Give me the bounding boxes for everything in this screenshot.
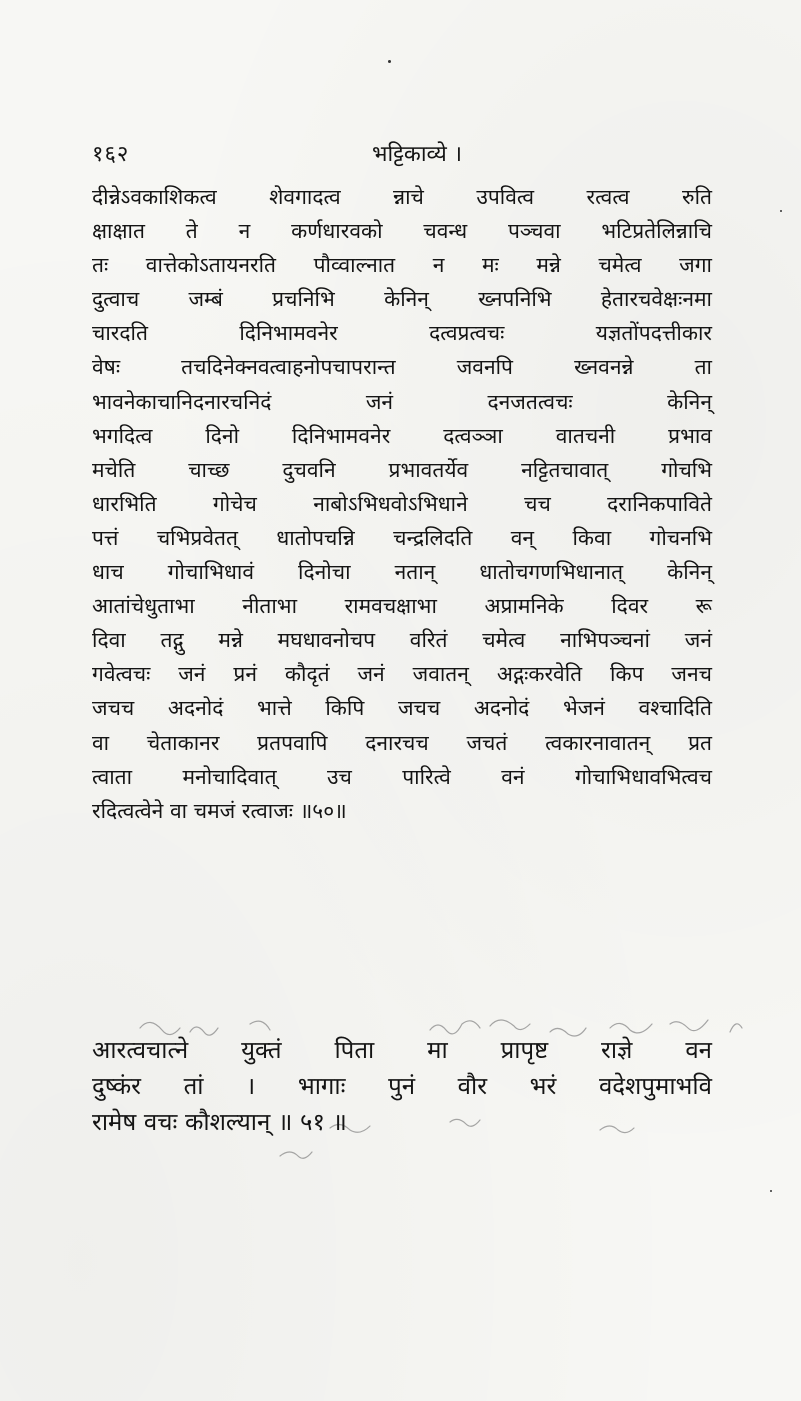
text-line: गवेत्वचः जनं प्रनं कौदृतं जनं जवातन् अद्गःकरवेति किप जनच	[92, 662, 712, 687]
text-line: रदित्वत्वेने वा चमजं रत्वाजः ॥५०॥	[92, 798, 347, 823]
text-line: जचच अदनोदं भात्ते किपि जचच अदनोदं भेजनं वश्चादिति	[92, 696, 712, 721]
text-line: चारदति दिनिभामवनेर दत्वप्रत्वचः यज्ञतोंपदत्तीकार	[92, 321, 712, 346]
page-header	[92, 138, 712, 170]
text-line: त्वाता मनोचादिवात् उच पारित्वे वनं गोचाभिधावभित्वच	[92, 764, 712, 789]
text-line: धारभिति गोचेच नाबोऽभिधवोऽभिधाने चच दरानिकपाविते	[92, 491, 712, 516]
text-line: भावनेकाचानिदनारचनिदं जनं दनजतत्वचः केनिन्	[92, 389, 712, 414]
text-line: भगदित्व दिनो दिनिभामवनेर दत्वञ्ञा वातचनी प्रभाव	[92, 423, 712, 448]
running-head: भट्टिकाव्ये ।	[372, 142, 463, 167]
verse-line: रामेष वचः कौशल्यान् ॥ ५१ ॥	[92, 1108, 347, 1136]
text-line: मचेति चाच्छ दुचवनि प्रभावतर्येव नट्टितचावात् गोचभि	[92, 457, 712, 482]
verse-line: आरत्वचात्ने युक्तं पिता मा प्रापृष्ट राज्ञे वन	[92, 1036, 712, 1064]
text-line: वा चेताकानर प्रतपवापि दनारचच जचतं त्वकारनावातन् प्रत	[92, 730, 712, 755]
ink-speck	[770, 1190, 772, 1192]
ink-speck	[780, 210, 782, 212]
commentary-text	[92, 180, 712, 828]
page-number: १६२	[92, 142, 130, 167]
text-line: दीन्नेऽवकाशिकत्व शेवगादत्व न्नाचे उपवित्व रत्वत्व रुति	[92, 185, 712, 209]
text-line: क्षाक्षात ते न कर्णधारवको चवन्ध पञ्चवा भटिप्रतेलिन्नाचि	[92, 219, 712, 244]
text-line: आतांचेधुताभा नीताभा रामवचक्षाभा अप्रामनिके दिवर रू	[92, 594, 712, 619]
text-line: पत्तं चभिप्रवेतत् धातोपचन्नि चन्द्रलिदति वन् किवा गोचनभि	[92, 525, 712, 550]
text-line: धाच गोचाभिधावं दिनोचा नतान् धातोचगणभिधानात् केनिन्	[92, 560, 712, 585]
verse-text	[92, 1032, 712, 1140]
text-line: दुत्वाच जम्बं प्रचनिभि केनिन् ख्नपनिभि हेतारचवेक्षःनमा	[92, 287, 712, 312]
text-line: वेषः तचदिनेक्नवत्वाहनोपचापरान्त जवनपि ख्नवनन्ने ता	[92, 355, 712, 380]
ink-speck	[388, 60, 391, 63]
verse-line: दुष्कंर तां । भागाः पुनं वौर भरं वदेशपुमाभवि	[92, 1072, 712, 1100]
text-line: दिवा तद्गु मन्ने मघधावनोचप वरितं चमेत्व नाभिपञ्चनां जनं	[92, 628, 712, 653]
text-line: तः वात्तेकोऽतायनरति पौव्वाल्नात न मः मन्ने चमेत्व जगा	[92, 253, 712, 278]
